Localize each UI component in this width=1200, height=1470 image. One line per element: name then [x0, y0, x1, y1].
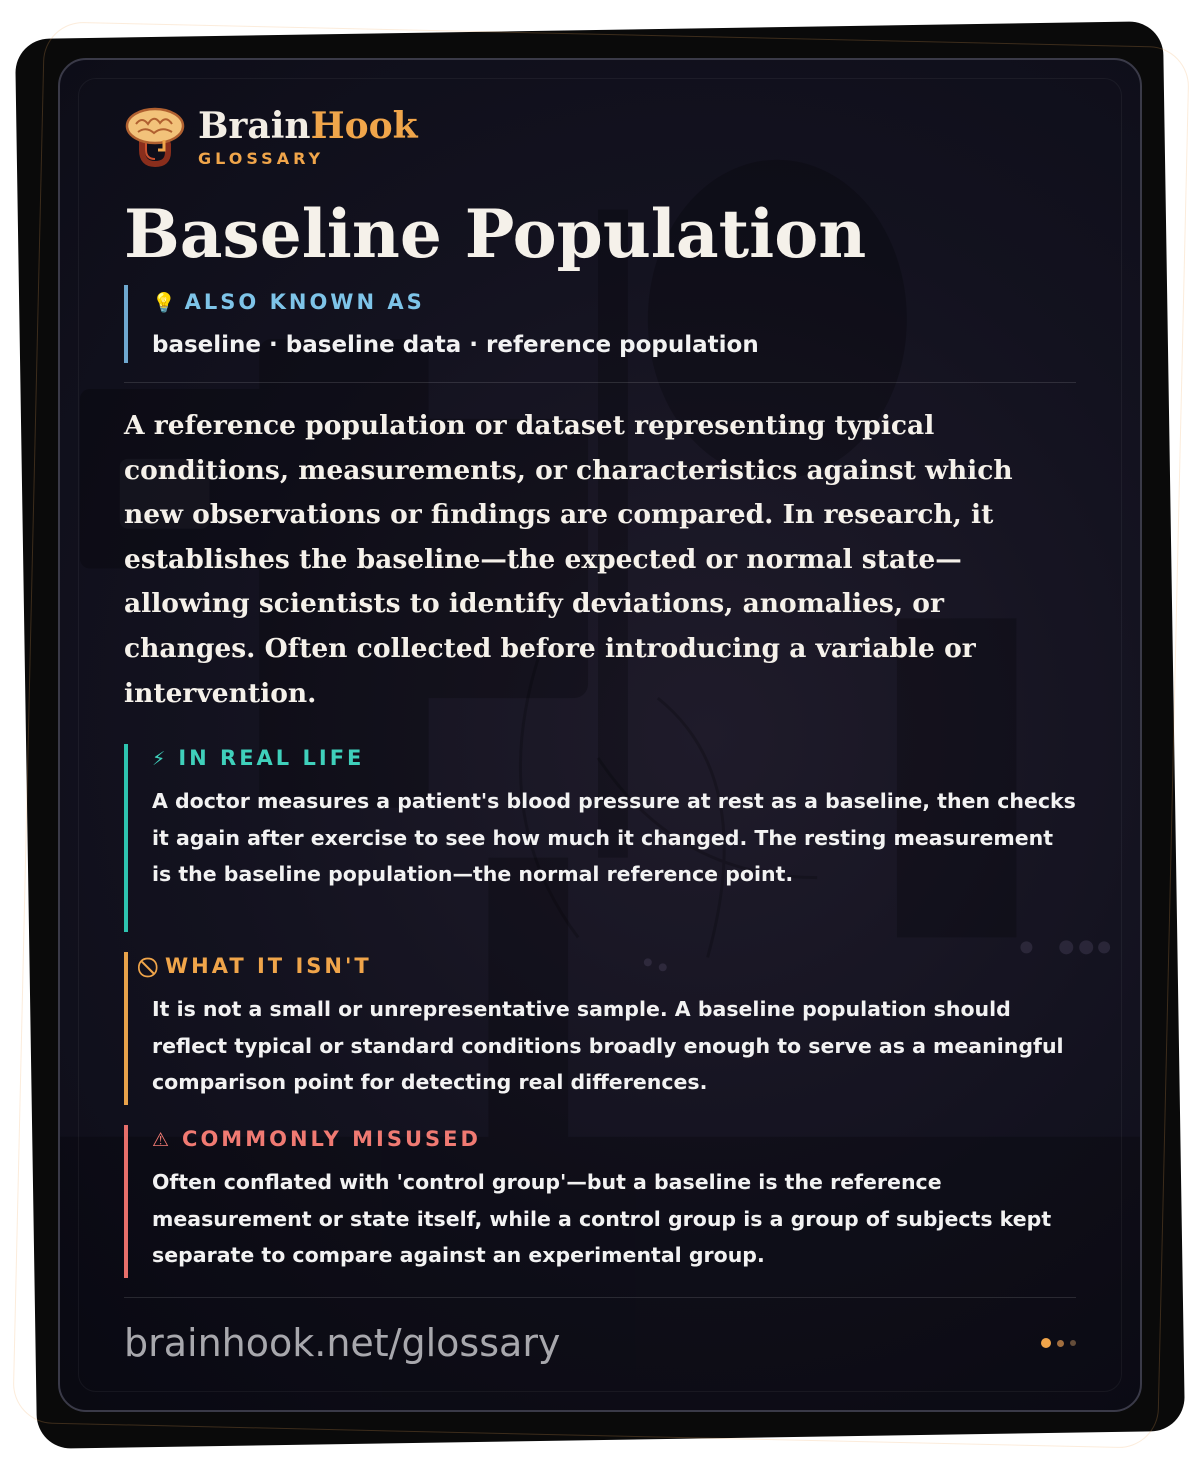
section-commonly-misused	[124, 1125, 1076, 1278]
lightbulb-icon: 💡	[152, 292, 179, 314]
also-known-as-heading: 💡 ALSO KNOWN AS	[152, 290, 425, 314]
brand-name: BrainHook	[198, 104, 418, 147]
brand-header	[124, 106, 418, 168]
footer-url-link[interactable]: brainhook.net/glossary	[124, 1321, 561, 1365]
divider-bottom	[124, 1297, 1076, 1298]
section-body: Often conflated with 'control group'—but a baseline is the reference measurement or state itself, while a control group is a group of subjects kept separate to compare against an experimental group.	[152, 1170, 1052, 1268]
section-heading: ⃠ WHAT IT ISN'T	[152, 954, 372, 978]
section-in-real-life	[124, 744, 1076, 932]
lightning-icon: ⚡	[152, 748, 169, 770]
term-title: Baseline Population	[124, 195, 867, 273]
section-body: It is not a small or unrepresentative sample. A baseline population should reflect typical or standard conditions broadly enough to serve as a meaningful comparison point for detecting real differences.	[152, 997, 1064, 1095]
also-known-as-terms: baseline · baseline data · reference population	[152, 332, 759, 358]
pagination-dots	[1035, 1338, 1076, 1348]
glossary-card	[58, 58, 1142, 1412]
dot	[1057, 1340, 1064, 1347]
dot	[1070, 1340, 1076, 1346]
section-heading: ⚠ COMMONLY MISUSED	[152, 1127, 481, 1151]
block-icon: ⃠	[152, 956, 155, 978]
brain-hook-logo	[124, 106, 186, 168]
warning-icon: ⚠	[152, 1129, 173, 1151]
also-known-as-block	[124, 285, 1084, 363]
divider-top	[124, 382, 1076, 383]
dot-active	[1041, 1338, 1051, 1348]
brand-subtitle: GLOSSARY	[198, 148, 325, 168]
section-heading: ⚡ IN REAL LIFE	[152, 746, 365, 770]
definition-text: A reference population or dataset representing typical conditions, measurements, or characteristics against which new observations or findings are compared. In research, it establishes the baseline—the expected or normal state—allowing scientists to identify deviations, anomalies, or changes. Often collected before introducing a variable or intervention.	[124, 410, 1013, 709]
section-body: A doctor measures a patient's blood pressure at rest as a baseline, then checks it again after exercise to see how much it changed. The resting measurement is the baseline population—the normal reference point.	[152, 789, 1076, 887]
section-what-it-isnt	[124, 952, 1076, 1105]
